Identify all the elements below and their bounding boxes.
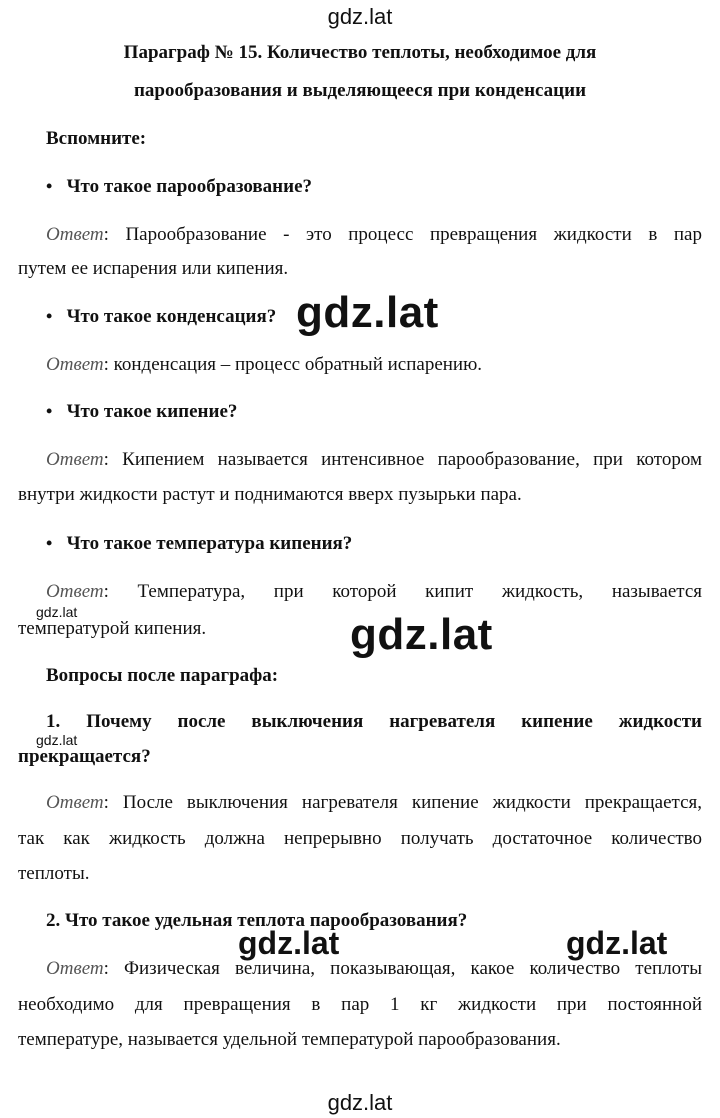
answer-line: температуре, называется удельной температурой парообразования. <box>18 1029 561 1050</box>
bullet-icon: • <box>46 401 53 421</box>
bullet-icon: • <box>46 176 53 196</box>
watermark-big: gdz.lat <box>566 925 668 961</box>
watermark-big: gdz.lat <box>238 925 340 961</box>
answer-text: : Физическая величина, показывающая, какое количество теплоты <box>103 958 702 979</box>
watermark-big: gdz.lat <box>296 288 439 337</box>
answer-line: необходимо для превращения в пар 1 кг жидкости при постоянной <box>18 994 702 1015</box>
answer-line: путем ее испарения или кипения. <box>18 258 289 279</box>
answer-line <box>46 581 702 603</box>
section-heading-after-paragraph: Вопросы после параграфа: <box>46 665 279 686</box>
answer-line <box>46 224 702 246</box>
watermark-big: gdz.lat <box>350 610 493 659</box>
answer-line <box>46 792 702 814</box>
section-heading-remember: Вспомните: <box>46 128 147 149</box>
answer-line: так как жидкость должна непрерывно получать достаточное количество <box>18 828 702 849</box>
answer-label: Ответ <box>46 581 104 602</box>
answer-text: : После выключения нагревателя кипение жидкости прекращается, <box>103 792 702 813</box>
question-item <box>46 401 237 423</box>
answer-label: Ответ <box>46 224 104 245</box>
bullet-icon: • <box>46 306 53 326</box>
answer-text: : Температура, при которой кипит жидкость, называется <box>103 581 702 602</box>
page-title-line2: парообразования и выделяющееся при конденсации <box>133 80 587 101</box>
question-text: Что такое парообразование? <box>66 176 313 197</box>
watermark-small: gdz.lat <box>36 732 78 748</box>
numbered-question: 1. Почему после выключения нагревателя кипение жидкости <box>46 711 702 732</box>
answer-label: Ответ <box>46 354 104 375</box>
question-text: Что такое температура кипения? <box>66 533 353 554</box>
watermark-small: gdz.lat <box>36 604 78 620</box>
numbered-question: прекращается? <box>18 746 151 767</box>
answer-text: : конденсация – процесс обратный испарению. <box>103 354 483 375</box>
question-item <box>46 306 276 328</box>
answer-label: Ответ <box>46 958 104 979</box>
answer-line <box>46 354 482 376</box>
answer-line: температурой кипения. <box>18 618 207 639</box>
answer-label: Ответ <box>46 792 104 813</box>
answer-text: : Парообразование - это процесс превращения жидкости в пар <box>103 224 702 245</box>
question-item <box>46 176 312 198</box>
question-item <box>46 533 352 555</box>
question-text: Что такое конденсация? <box>66 306 277 327</box>
answer-line <box>46 449 702 471</box>
watermark-top: gdz.lat <box>327 4 393 29</box>
answer-text: : Кипением называется интенсивное парообразование, при котором <box>103 449 702 470</box>
watermark-bottom: gdz.lat <box>327 1090 393 1115</box>
numbered-question: 2. Что такое удельная теплота парообразования? <box>46 910 468 931</box>
page-title-line1: Параграф № 15. Количество теплоты, необходимое для <box>123 42 597 63</box>
question-text: Что такое кипение? <box>66 401 238 422</box>
answer-line: теплоты. <box>18 863 90 884</box>
answer-label: Ответ <box>46 449 104 470</box>
answer-line: внутри жидкости растут и поднимаются вверх пузырьки пара. <box>18 484 522 505</box>
bullet-icon: • <box>46 533 53 553</box>
answer-line <box>46 958 702 980</box>
